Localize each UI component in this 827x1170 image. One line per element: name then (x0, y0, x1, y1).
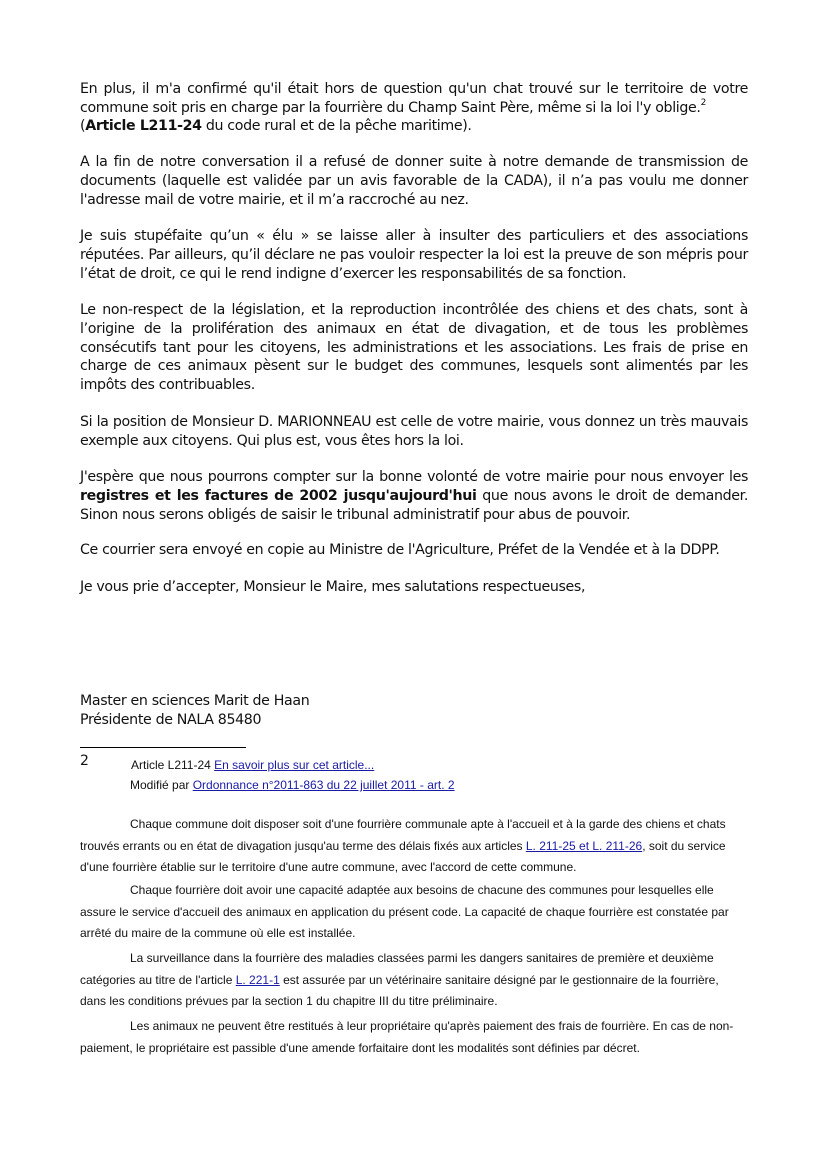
footnote-modified-line (130, 778, 798, 792)
footnote-article-line (131, 758, 799, 772)
footnote-number: 2 (80, 753, 89, 769)
paragraph-4: Le non-respect de la législation, et la reproduction incontrôlée des chiens et des chats, sont à l’origine de la prolifération des animaux en état de divagation, et de tous les problèmes consécutifs tant pour les citoyens, les administrations et les associations. Les frais de prise en charge de ces animaux pèsent sur le budget des communes, lesquels sont alimentés par les impôts des contribuables. (80, 302, 748, 394)
footnote-paragraph-3-after: est assurée par un vétérinaire sanitaire désigné par le gestionnaire de la fourrière, dans les conditions prévues par la section 1 du chapitre III du titre préliminaire. (80, 972, 719, 1008)
footnote-paragraph-2: Chaque fourrière doit avoir une capacité adaptée aux besoins de chacune des communes pour lesquelles elle assure le service d'accueil des animaux en application du présent code. La capacité de chaque fourrière est constatée par arrêté du maire de la commune où elle est installée. (80, 883, 729, 940)
paragraph-6-bold: registres et les factures de 2002 jusqu'aujourd'hui (80, 487, 477, 504)
paragraph-8-closing: Je vous prie d’accepter, Monsieur le Maire, mes salutations respectueuses, (80, 579, 586, 596)
link-ordonnance[interactable]: Ordonnance n°2011-863 du 22 juillet 2011 - art. 2 (192, 778, 455, 792)
footnote-paragraph-1-before: Chaque commune doit disposer soit d'une fourrière communale apte à l'accueil et à la garde des chiens et chats trouvés errants ou en état de divagation jusqu'au terme des délais fixés aux articles (80, 817, 726, 853)
footnote-paragraph-3-before: La surveillance dans la fourrière des maladies classées parmi les dangers sanitaires de première et deuxième catégories au titre de l'article (80, 951, 714, 987)
letter-body (80, 80, 748, 597)
link-more-article[interactable]: En savoir plus sur cet article... (214, 758, 375, 772)
footnote-separator (80, 747, 246, 748)
paragraph-5: Si la position de Monsieur D. MARIONNEAU est celle de votre mairie, vous donnez un très mauvais exemple aux citoyens. Qui plus est, vous êtes hors la loi. (80, 413, 748, 449)
article-reference: Article L211-24 (85, 118, 202, 135)
paragraph-1-text: En plus, il m'a confirmé qu'il était hors de question qu'un chat trouvé sur le territoire de votre commune soit pris en charge par la fourrière du Champ Saint Père, même si la loi l'y oblige. (80, 81, 748, 116)
signature-name: Master en sciences Marit de Haan (80, 693, 310, 709)
footnote-paragraph-4: Les animaux ne peuvent être restitués à leur propriétaire qu'après paiement des frais de fourrière. En cas de non-paiement, le propriétaire est passible d'une amende forfaitaire dont les modalités sont définies par décret. (80, 1019, 734, 1055)
signature-block (80, 692, 309, 730)
footnote-paragraph-1-after: , soit du service d'une fourrière établie sur le territoire d'une autre commune, avec l'accord de cette commune. (80, 838, 726, 874)
paragraph-6 (80, 468, 748, 524)
footnote-reference: 2 (700, 97, 706, 108)
paragraph-6-after: que nous avons le droit de demander. Sinon nous serons obligés de saisir le tribunal administratif pour abus de pouvoir. (80, 487, 748, 523)
link-articles-l211-25-26[interactable]: L. 211-25 et L. 211-26 (525, 838, 643, 853)
footnote-article: Article L211-24 (131, 758, 215, 772)
paragraph-3: Je suis stupéfaite qu’un « élu » se laisse aller à insulter des particuliers et des associations réputées. Par ailleurs, qu’il déclare ne pas vouloir respecter la loi est la preuve de son mépris pour l’état de droit, ce qui le rend indigne d’exercer les responsabilités de sa fonction. (80, 228, 748, 282)
footnote-paragraph-3 (80, 948, 748, 1013)
footnote-paragraph-1 (80, 814, 748, 879)
paragraph-7: Ce courrier sera envoyé en copie au Ministre de l'Agriculture, Préfet de la Vendée et à la DDPP. (80, 542, 720, 559)
paragraph-6-before: J'espère que nous pourrons compter sur la bonne volonté de votre mairie pour nous envoyer les (80, 469, 748, 486)
signature-title: Présidente de NALA 85480 (80, 712, 262, 728)
link-article-l221-1[interactable]: L. 221-1 (235, 972, 280, 987)
paragraph-1: En plus, il m'a confirmé qu'il était hors de question qu'un chat trouvé sur le territoire de votre commune soit pris en charge par la fourrière du Champ Saint Père, même si la loi l'y oblige.$^2$ (Article L211-24 du code rural et de la pêche maritime). (80, 81, 748, 135)
article-reference-suffix: du code rural et de la pêche maritime). (201, 118, 472, 135)
paragraph-2: A la fin de notre conversation il a refusé de donner suite à notre demande de transmission de documents (laquelle est validée par un avis favorable de la CADA), il n’a pas voulu me donner l'adresse mail de votre mairie, et il m’a raccroché au nez. (80, 154, 748, 208)
footnote-modified-by: Modifié par (130, 778, 193, 792)
